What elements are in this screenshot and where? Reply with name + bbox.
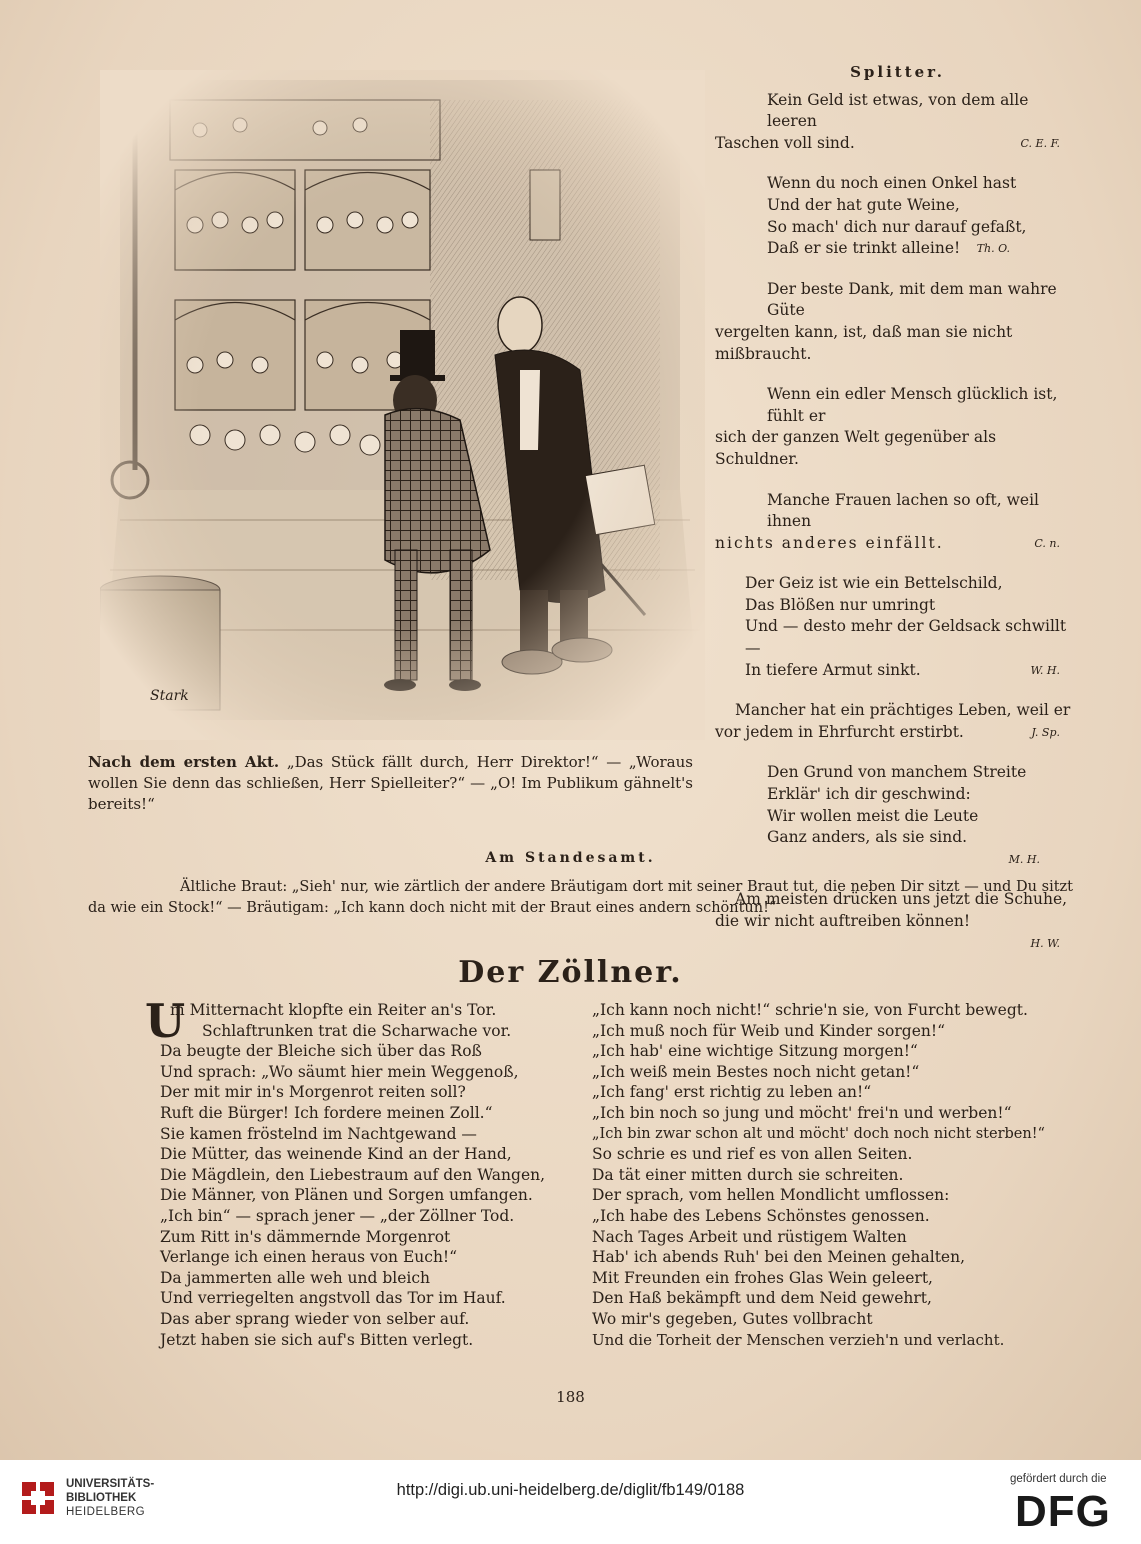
caption-text: „Das Stück fällt durch, Herr Direktor!“ — „Woraus wollen Sie denn das schließen, Herr Spielleiter?“ — „O! Im Publikum gähnelt's bereits!“ bbox=[88, 753, 693, 813]
aphorism-line bbox=[715, 722, 1080, 744]
aphorism-line: Und — desto mehr der Geldsack schwillt — bbox=[745, 617, 1067, 658]
footer-bar bbox=[0, 1460, 1141, 1544]
aphorism bbox=[715, 90, 1080, 155]
poem-line: Das aber sprang wieder von selber auf. bbox=[160, 1309, 470, 1328]
dfg-logo[interactable]: DFG bbox=[1015, 1487, 1111, 1536]
poem-line: Und verriegelten angstvoll das Tor im Hauf. bbox=[160, 1289, 506, 1308]
aphorism-signature: M. H. bbox=[1008, 852, 1040, 866]
sponsor-label: gefördert durch die bbox=[1010, 1473, 1107, 1485]
artist-signature: Stark bbox=[150, 688, 189, 704]
aphorism bbox=[715, 700, 1080, 743]
poem-line: Da jammerten alle weh und bleich bbox=[160, 1268, 431, 1287]
aphorism-line bbox=[745, 660, 1080, 682]
aphorism-line-text: vor jedem in Ehrfurcht erstirbt. bbox=[715, 722, 964, 741]
splitter-column bbox=[715, 62, 1080, 973]
aphorism-line: Wenn ein edler Mensch glücklich ist, fühlt er bbox=[767, 385, 1058, 425]
library-line: HEIDELBERG bbox=[66, 1506, 146, 1518]
aphorism-line: Am meisten drücken uns jetzt die Schuhe, bbox=[735, 890, 1068, 909]
aphorism-line bbox=[715, 533, 1080, 555]
poem-line: Jetzt haben sie sich auf's Bitten verlegt. bbox=[160, 1330, 474, 1349]
aphorism-line: Den Grund von manchem Streite bbox=[767, 763, 1027, 782]
theater-illustration bbox=[100, 70, 705, 740]
source-url-link[interactable]: http://digi.ub.uni-heidelberg.de/diglit/fb149/0188 bbox=[396, 1481, 745, 1499]
poem-line: Ruft die Bürger! Ich fordere meinen Zoll.“ bbox=[160, 1103, 493, 1122]
aphorism-signature: W. H. bbox=[1030, 663, 1060, 677]
aphorism-signature: J. Sp. bbox=[1031, 725, 1060, 739]
poem-line: So schrie es und rief es von allen Seiten. bbox=[592, 1145, 913, 1164]
poem-title: Der Zöllner. bbox=[458, 955, 683, 990]
poem-line: Da tät einer mitten durch sie schreiten. bbox=[592, 1165, 904, 1184]
aphorism-line bbox=[715, 133, 1080, 155]
library-line: BIBLIOTHEK bbox=[66, 1492, 137, 1504]
page-number: 188 bbox=[556, 1388, 585, 1406]
splitter-title: Splitter. bbox=[850, 63, 945, 81]
aphorism-line: So mach' dich nur darauf gefaßt, bbox=[767, 217, 1027, 236]
aphorism-line: Manche Frauen lachen so oft, weil ihnen bbox=[767, 490, 1039, 531]
poem-line: Wo mir's gegeben, Gutes vollbracht bbox=[592, 1309, 873, 1328]
poem-line: „Ich hab' eine wichtige Sitzung morgen!“ bbox=[592, 1042, 918, 1061]
poem-line: Da beugte der Bleiche sich über das Roß bbox=[160, 1042, 482, 1061]
library-line: UNIVERSITÄTS- bbox=[66, 1478, 155, 1490]
poem-right-column bbox=[592, 1000, 1045, 1350]
poem-line: „Ich fang' erst richtig zu leben an!“ bbox=[592, 1083, 872, 1102]
aphorism-line: Der Geiz ist wie ein Bettelschild, bbox=[745, 574, 1003, 593]
poem-line: Verlange ich einen heraus von Euch!“ bbox=[160, 1248, 458, 1267]
poem-left-column bbox=[160, 1000, 580, 1350]
aphorism-line: Wenn du noch einen Onkel hast bbox=[767, 174, 1017, 193]
poem-line: Hab' ich abends Ruh' bei den Meinen gehalten, bbox=[592, 1248, 965, 1267]
aphorism-line: Mancher hat ein prächtiges Leben, weil er bbox=[735, 701, 1071, 720]
poem-line: Sie kamen fröstelnd im Nachtgewand — bbox=[160, 1124, 477, 1143]
poem-line: Und sprach: „Wo säumt hier mein Weggenoß, bbox=[160, 1062, 519, 1081]
poem-line: Die Männer, von Plänen und Sorgen umfangen. bbox=[160, 1186, 533, 1205]
aphorism-line bbox=[767, 238, 1080, 260]
aphorism-signature: Th. O. bbox=[976, 242, 1010, 256]
aphorism-line: Das Blößen nur umringt bbox=[745, 595, 936, 614]
poem-line: Zum Ritt in's dämmernde Morgenrot bbox=[160, 1227, 451, 1246]
aphorism bbox=[715, 173, 1080, 259]
poem-line: m Mitternacht klopfte ein Reiter an's Tor. bbox=[170, 1001, 497, 1019]
poem-line: Der mit mir in's Morgenrot reiten soll? bbox=[160, 1083, 466, 1102]
poem-line: Den Haß bekämpft und dem Neid gewehrt, bbox=[592, 1289, 932, 1308]
poem-line: Schlaftrunken trat die Scharwache vor. bbox=[202, 1021, 512, 1040]
poem-line: Und die Torheit der Menschen verzieh'n und verlacht. bbox=[592, 1330, 1005, 1349]
aphorism-line: vergelten kann, ist, daß man sie nicht mißbraucht. bbox=[715, 322, 1013, 363]
poem-dropcap: U bbox=[145, 994, 186, 1048]
aphorism-line-text: Taschen voll sind. bbox=[715, 133, 855, 152]
aphorism-line-text: nichts anderes einfällt. bbox=[715, 533, 944, 552]
aphorism-line: Und der hat gute Weine, bbox=[767, 195, 960, 214]
standesamt-title: Am Standesamt. bbox=[485, 850, 656, 866]
poem-line: „Ich bin noch so jung und möcht' frei'n und werben!“ bbox=[592, 1103, 1012, 1122]
aphorism-line: die wir nicht auftreiben können! bbox=[715, 912, 971, 930]
poem-line: Der sprach, vom hellen Mondlicht umflossen: bbox=[592, 1186, 950, 1205]
aphorism-line: Der beste Dank, mit dem man wahre Güte bbox=[767, 279, 1057, 320]
illustration-caption bbox=[88, 752, 693, 815]
aphorism-line: Ganz anders, als sie sind. bbox=[767, 828, 968, 847]
standesamt-text: Ältliche Braut: „Sieh' nur, wie zärtlich der andere Bräutigam dort mit seiner Braut tut, die neben Dir sitzt — und Du sitzt da wie ein Stock!“ — Bräutigam: „Ich kann doch nicht mit der Braut eines andern schöntun!“ bbox=[88, 879, 1073, 916]
poem-line: „Ich kann noch nicht!“ schrie'n sie, von Furcht bewegt. bbox=[592, 1001, 1028, 1019]
poem-line: Die Mütter, das weinende Kind an der Hand, bbox=[160, 1145, 512, 1164]
aphorism-signature: H. W. bbox=[1030, 936, 1060, 950]
aphorism-line-text: Daß er sie trinkt alleine! bbox=[767, 239, 961, 258]
aphorism-line: Kein Geld ist etwas, von dem alle leeren bbox=[767, 90, 1029, 131]
poem-line: Nach Tages Arbeit und rüstigem Walten bbox=[592, 1227, 907, 1246]
illustration-drawing bbox=[100, 70, 705, 740]
aphorism-line-text: In tiefere Armut sinkt. bbox=[745, 660, 921, 679]
poem-line: Die Mägdlein, den Liebestraum auf den Wangen, bbox=[160, 1165, 546, 1184]
caption-lead: Nach dem ersten Akt. bbox=[88, 753, 280, 771]
aphorism-signature: C. n. bbox=[1034, 536, 1060, 550]
aphorism bbox=[715, 573, 1080, 681]
aphorism-line: sich der ganzen Welt gegenüber als Schuldner. bbox=[715, 428, 997, 468]
poem-line: Mit Freunden ein frohes Glas Wein geleert, bbox=[592, 1268, 933, 1287]
poem-line: „Ich habe des Lebens Schönstes genossen. bbox=[592, 1206, 930, 1225]
poem-line: „Ich weiß mein Bestes noch nicht getan!“ bbox=[592, 1062, 920, 1081]
poem-line: „Ich muß noch für Weib und Kinder sorgen!“ bbox=[592, 1021, 946, 1040]
aphorism-line: Erklär' ich dir geschwind: bbox=[767, 785, 971, 804]
aphorism-signature: C. E. F. bbox=[1020, 136, 1060, 150]
poem-line: „Ich bin“ — sprach jener — „der Zöllner Tod. bbox=[160, 1206, 515, 1225]
aphorism bbox=[715, 279, 1080, 365]
poem-line: „Ich bin zwar schon alt und möcht' doch noch nicht sterben!“ bbox=[592, 1125, 1045, 1142]
aphorism-line: Wir wollen meist die Leute bbox=[767, 806, 979, 825]
aphorism bbox=[715, 384, 1080, 470]
aphorism bbox=[715, 490, 1080, 555]
